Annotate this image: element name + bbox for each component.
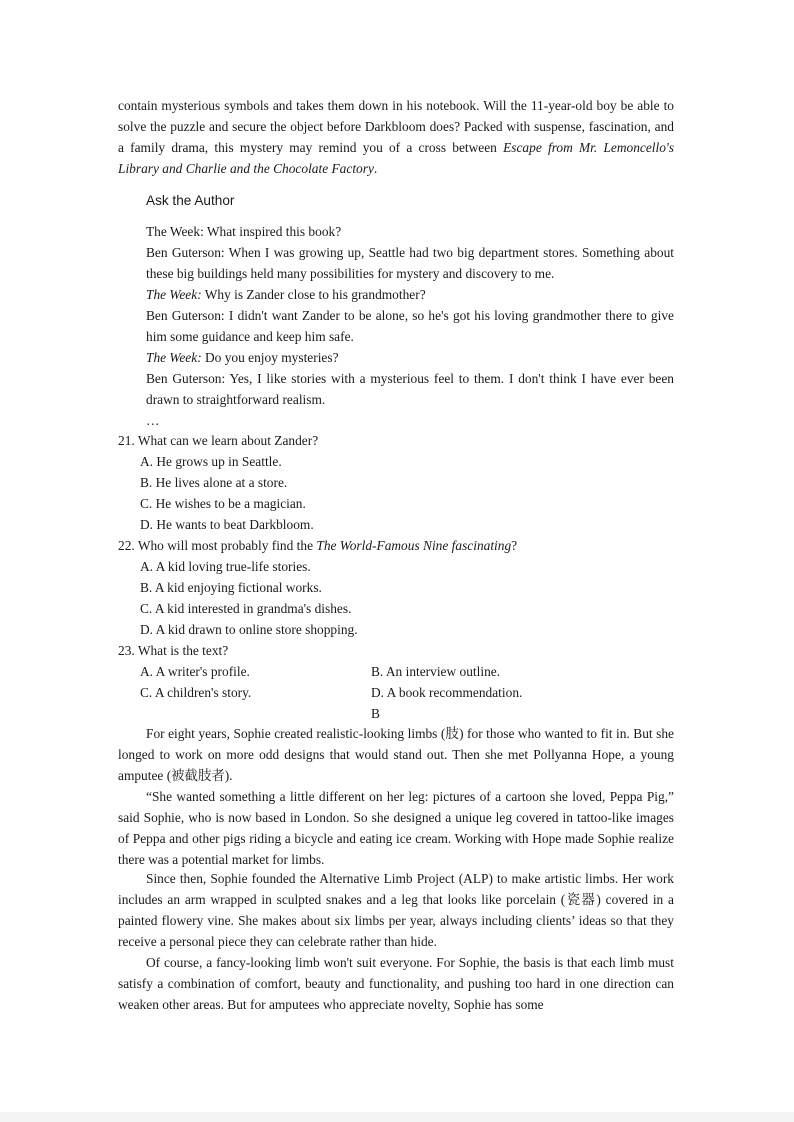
intro-text: contain mysterious symbols and takes them down in his notebook. Will the 11-year-old boy be able to solve the puzzle and secure the object before Darkbloom does? Packed with suspense, fascination, and a family drama, this mystery may remind you of a cross between <box>118 98 674 155</box>
question-21-option-d: D. He wants to beat Darkbloom. <box>140 517 314 532</box>
passage-a-intro-paragraph <box>118 95 674 179</box>
passage-b-paragraph: Since then, Sophie founded the Alternative Limb Project (ALP) to make artistic limbs. Her work includes an arm wrapped in sculpted snakes and a leg that looks like porcelain (瓷器) covered in a painted flowery vine. She makes about six limbs per year, always including clients’ ideas so that they receive a personal piece they can celebrate rather than hide. <box>118 871 674 949</box>
question-21-option-b: B. He lives alone at a store. <box>140 475 288 490</box>
stem-before: 22. Who will most probably find the <box>118 538 317 553</box>
question-23-option-b: B. An interview outline. <box>371 664 501 679</box>
passage-b-paragraph: “She wanted something a little different on her leg: pictures of a cartoon she loved, Peppa Pig,” said Sophie, who is now based in London. So she designed a unique leg covered in tattoo-like images of Peppa and other pigs riding a bicycle and eating ice cream. Working with Hope made Sophie realize there was a potential market for limbs. <box>118 789 674 867</box>
stem-book-title: The World-Famous Nine fascinating <box>316 538 512 553</box>
utterance: I didn't want Zander to be alone, so he's got his loving grandmother there to give him some guidance and keep him safe. <box>146 308 674 344</box>
question-22-stem <box>118 535 517 556</box>
interview-line <box>146 305 674 347</box>
question-22-option-a: A. A kid loving true-life stories. <box>140 559 311 574</box>
question-23-stem: 23. What is the text? <box>118 643 229 658</box>
speaker: Ben Guterson: <box>146 245 225 260</box>
question-23-option-d: D. A book recommendation. <box>371 685 523 700</box>
question-22-option-b: B. A kid enjoying fictional works. <box>140 580 322 595</box>
question-22-option-c: C. A kid interested in grandma's dishes. <box>140 601 352 616</box>
question-23-option-a: A. A writer's profile. <box>140 664 250 679</box>
passage-b-paragraph: Of course, a fancy-looking limb won't suit everyone. For Sophie, the basis is that each limb must satisfy a combination of comfort, beauty and functionality, and pushing too hard in one direction can weaken other areas. But for amputees who appreciate novelty, Sophie has some <box>118 955 674 1012</box>
intro-book-titles: Escape from Mr. Lemoncello's Library and Charlie and the Chocolate Factory <box>118 140 674 176</box>
intro-end: . <box>373 161 378 176</box>
question-21-option-a: A. He grows up in Seattle. <box>140 454 282 469</box>
utterance: What inspired this book? <box>203 224 342 239</box>
speaker: Ben Guterson: <box>146 371 226 386</box>
passage-b-label: B <box>371 706 380 721</box>
question-21-option-c: C. He wishes to be a magician. <box>140 496 306 511</box>
utterance: Yes, I like stories with a mysterious feel to them. I don't think I have ever been drawn to straightforward realism. <box>146 371 675 407</box>
stem-after: ? <box>511 538 518 553</box>
scan-edge <box>0 1112 794 1122</box>
utterance: Do you enjoy mysteries? <box>201 350 339 365</box>
speaker: The Week: <box>146 224 204 239</box>
speaker: Ben Guterson: <box>146 308 225 323</box>
interview-line <box>146 368 674 410</box>
interview-line <box>146 242 674 284</box>
question-23-option-c: C. A children's story. <box>140 685 252 700</box>
ask-the-author-heading: Ask the Author <box>146 193 235 208</box>
ellipsis: … <box>146 413 160 428</box>
interview-line <box>146 221 674 242</box>
interview-line <box>146 347 674 368</box>
passage-b-paragraph: For eight years, Sophie created realistic-looking limbs (肢) for those who wanted to fit in. But she longed to work on more odd designs that would stand out. Then she met Pollyanna Hope, a young amputee (被截肢者). <box>118 726 674 783</box>
speaker: The Week: <box>146 287 202 302</box>
interview-line <box>146 284 674 305</box>
utterance: When I was growing up, Seattle had two big department stores. Something about these big buildings held many possibilities for mystery and discovery to me. <box>146 245 674 281</box>
question-22-option-d: D. A kid drawn to online store shopping. <box>140 622 358 637</box>
speaker: The Week: <box>146 350 202 365</box>
question-21-stem: 21. What can we learn about Zander? <box>118 433 319 448</box>
utterance: Why is Zander close to his grandmother? <box>201 287 426 302</box>
